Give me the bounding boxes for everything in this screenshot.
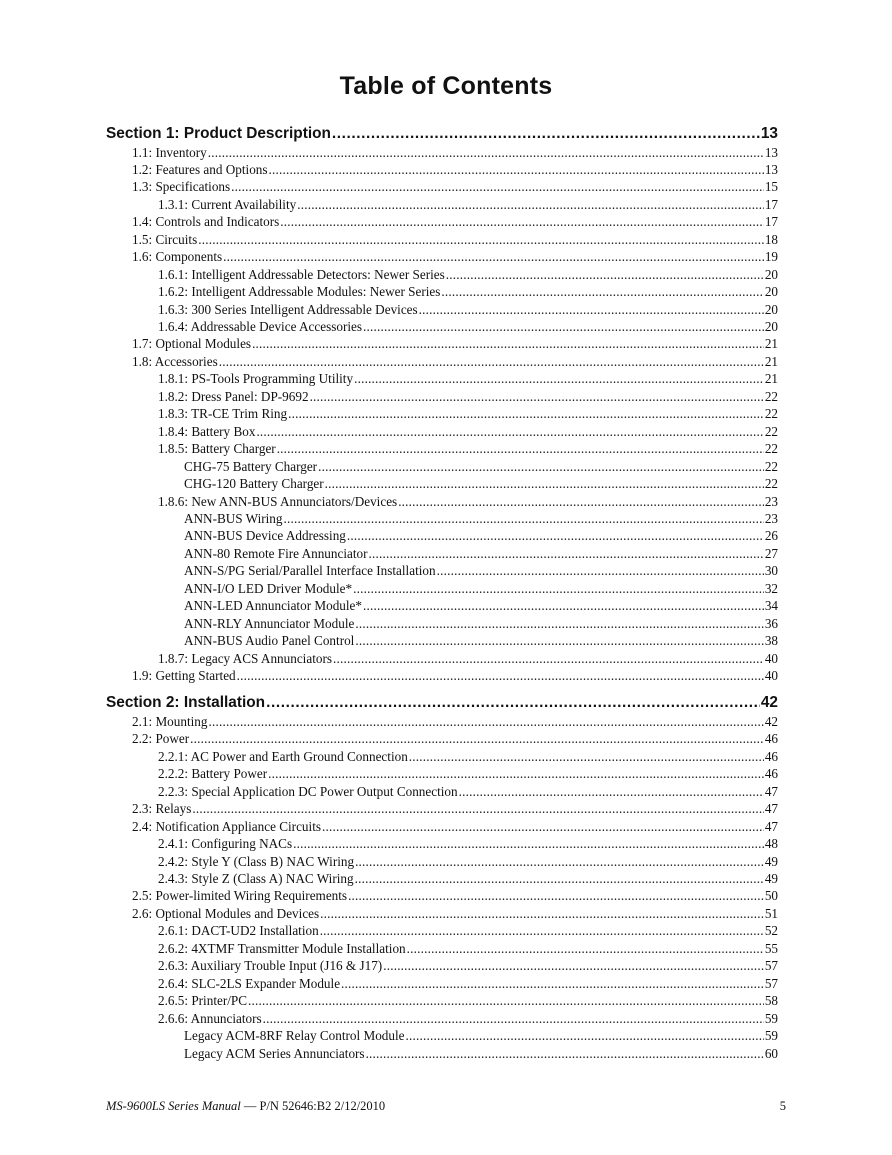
toc-entry-label: 1.8.2: Dress Panel: DP-9692 xyxy=(158,388,309,404)
toc-dot-leader xyxy=(248,992,764,1009)
toc-entry-page: 34 xyxy=(764,598,778,614)
toc-entry-page: 32 xyxy=(764,580,778,596)
toc-entry-label: 2.4.1: Configuring NACs xyxy=(158,836,293,852)
toc-entry[interactable] xyxy=(158,957,778,974)
toc-entry[interactable] xyxy=(158,835,778,852)
toc-entry-page: 47 xyxy=(764,783,778,799)
toc-dot-leader xyxy=(347,527,764,544)
toc-entry-page: 40 xyxy=(764,650,778,666)
toc-dot-leader xyxy=(419,301,764,318)
toc-entry-label: 2.4.2: Style Y (Class B) NAC Wiring xyxy=(158,853,355,869)
toc-entry-page: 23 xyxy=(764,510,778,526)
toc-entry-label: CHG-75 Battery Charger xyxy=(184,458,318,474)
toc-dot-leader xyxy=(355,632,763,649)
toc-entry[interactable] xyxy=(132,667,778,684)
toc-entry-page: 22 xyxy=(764,388,778,404)
toc-entry[interactable] xyxy=(132,905,778,922)
toc-entry[interactable] xyxy=(158,388,778,405)
toc-entry-page: 49 xyxy=(764,853,778,869)
toc-entry-label: ANN-S/PG Serial/Parallel Interface Installation xyxy=(184,563,436,579)
toc-dot-leader xyxy=(252,335,764,352)
toc-entry-label: 1.1: Inventory xyxy=(132,144,207,160)
toc-entry[interactable] xyxy=(158,370,778,387)
toc-entry-page: 52 xyxy=(764,923,778,939)
toc-dot-leader xyxy=(297,196,764,213)
toc-dot-leader xyxy=(263,1010,764,1027)
toc-entry[interactable] xyxy=(184,527,778,544)
toc-entry-page: 57 xyxy=(764,975,778,991)
toc-dot-leader xyxy=(363,597,764,614)
toc-entry-label: 1.8.1: PS-Tools Programming Utility xyxy=(158,371,354,387)
toc-entry-page: 36 xyxy=(764,615,778,631)
toc-dot-leader xyxy=(409,748,764,765)
toc-dot-leader xyxy=(341,975,764,992)
toc-entry-page: 55 xyxy=(764,940,778,956)
toc-dot-leader xyxy=(353,580,764,597)
toc-entry-label: 2.4.3: Style Z (Class A) NAC Wiring xyxy=(158,871,354,886)
toc-entry-label: ANN-BUS Wiring xyxy=(184,510,283,526)
toc-entry-page: 20 xyxy=(764,301,778,317)
toc-entry-label: 1.6: Components xyxy=(132,249,223,265)
toc-entry[interactable] xyxy=(132,213,778,230)
toc-entry-page: 38 xyxy=(764,633,778,649)
toc-entry-page: 21 xyxy=(764,353,778,369)
toc-entry[interactable] xyxy=(158,1010,778,1027)
toc-entry-page: 19 xyxy=(764,249,778,265)
toc-entry-page: 13 xyxy=(760,125,778,142)
toc-entry-label: 1.8.6: New ANN-BUS Annunciators/Devices xyxy=(158,493,398,509)
toc-dot-leader xyxy=(223,248,764,265)
toc-dot-leader xyxy=(256,423,763,440)
toc-entry[interactable] xyxy=(132,144,778,161)
toc-entry-label: 2.2: Power xyxy=(132,731,190,747)
toc-dot-leader xyxy=(354,370,764,387)
footer-manual-name: MS-9600LS Series Manual xyxy=(106,1099,241,1113)
toc-dot-leader xyxy=(266,693,760,712)
toc-dot-leader xyxy=(231,178,764,195)
toc-entry-label: Section 2: Installation xyxy=(106,694,266,712)
toc-dot-leader xyxy=(363,318,764,335)
toc-entry-page: 42 xyxy=(760,694,778,712)
toc-entry-page: 47 xyxy=(764,801,778,817)
toc-dot-leader xyxy=(441,283,763,300)
toc-entry[interactable] xyxy=(158,493,778,510)
toc-entry[interactable] xyxy=(184,615,778,632)
toc-entry[interactable] xyxy=(184,1027,778,1044)
toc-entry[interactable] xyxy=(158,405,778,422)
toc-entry-page: 21 xyxy=(764,336,778,352)
toc-entry-label: 1.3: Specifications xyxy=(132,179,231,195)
toc-dot-leader xyxy=(192,800,763,817)
toc-entry-label: 2.6.6: Annunciators xyxy=(158,1010,262,1026)
toc-entry-label: Legacy ACM Series Annunciators xyxy=(184,1045,365,1061)
toc-entry-page: 49 xyxy=(764,871,778,886)
toc-entry[interactable] xyxy=(158,992,778,1009)
toc-entry-label: ANN-RLY Annunciator Module xyxy=(184,615,355,631)
toc-dot-leader xyxy=(237,667,764,684)
toc-dot-leader xyxy=(407,940,764,957)
footer-separator: — xyxy=(240,1099,260,1113)
toc-entry-page: 22 xyxy=(764,441,778,457)
toc-dot-leader xyxy=(325,475,764,492)
toc-entry[interactable] xyxy=(158,975,778,992)
toc-entry-label: ANN-BUS Device Addressing xyxy=(184,528,346,544)
toc-entry-label: 2.3: Relays xyxy=(132,801,192,817)
toc-dot-leader xyxy=(398,493,764,510)
toc-entry-page: 20 xyxy=(764,284,778,300)
toc-entry-page: 18 xyxy=(764,231,778,247)
toc-entry-label: 1.6.1: Intelligent Addressable Detectors: Newer Series xyxy=(158,266,445,282)
toc-dot-leader xyxy=(332,124,760,143)
toc-entry[interactable] xyxy=(132,713,778,730)
toc-section-entry[interactable] xyxy=(106,124,778,143)
toc-entry-label: 2.2.3: Special Application DC Power Output Connection xyxy=(158,783,458,799)
toc-entry-page: 46 xyxy=(764,748,778,764)
toc-dot-leader xyxy=(355,615,763,632)
toc-dot-leader xyxy=(355,870,764,887)
toc-dot-leader xyxy=(320,905,764,922)
toc-dot-leader xyxy=(320,922,764,939)
toc-entry-page: 17 xyxy=(764,214,778,230)
toc-entry[interactable] xyxy=(158,650,778,667)
footer-part-number: P/N 52646:B2 2/12/2010 xyxy=(259,1099,386,1113)
toc-entry-page: 13 xyxy=(764,161,778,177)
toc-entry-label: ANN-LED Annunciator Module* xyxy=(184,598,362,614)
toc-entry[interactable] xyxy=(132,887,778,904)
toc-entry-page: 22 xyxy=(764,406,778,422)
page-title: Table of Contents xyxy=(339,72,553,100)
toc-dot-leader xyxy=(355,853,764,870)
toc-entry-page: 20 xyxy=(764,266,778,282)
toc-entry[interactable] xyxy=(158,748,778,765)
toc-dot-leader xyxy=(383,957,764,974)
toc-entry-label: 1.4: Controls and Indicators xyxy=(132,214,280,230)
toc-dot-leader xyxy=(322,818,764,835)
toc-dot-leader xyxy=(348,887,764,904)
toc-entry-label: 1.6.2: Intelligent Addressable Modules: Newer Series xyxy=(158,284,441,300)
toc-dot-leader xyxy=(318,458,764,475)
toc-entry-page: 58 xyxy=(764,993,778,1009)
toc-entry-page: 27 xyxy=(764,545,778,561)
footer-page-number: 5 xyxy=(779,1099,786,1113)
toc-entry-page: 42 xyxy=(764,713,778,729)
toc-entry[interactable] xyxy=(184,580,778,597)
toc-entry[interactable] xyxy=(184,475,778,492)
toc-entry-page: 15 xyxy=(764,179,778,195)
toc-entry-label: 1.8: Accessories xyxy=(132,353,218,369)
toc-entry-label: 2.2.2: Battery Power xyxy=(158,766,268,782)
toc-entry-label: 2.1: Mounting xyxy=(132,713,208,729)
toc-entry[interactable] xyxy=(158,196,778,213)
toc-entry-page: 26 xyxy=(764,528,778,544)
toc-entry-label: 2.6.3: Auxiliary Trouble Input (J16 & J17) xyxy=(158,958,383,974)
toc-entry-label: ANN-80 Remote Fire Annunciator xyxy=(184,545,368,561)
toc-entry-page: 13 xyxy=(764,144,778,160)
toc-entry[interactable] xyxy=(158,423,778,440)
toc-entry[interactable] xyxy=(132,178,778,195)
toc-entry-page: 17 xyxy=(764,196,778,212)
toc-entry[interactable] xyxy=(132,818,778,835)
toc-entry-label: Section 1: Product Description xyxy=(106,125,331,142)
toc-entry[interactable] xyxy=(132,353,778,370)
toc-entry-label: 2.2.1: AC Power and Earth Ground Connection xyxy=(158,748,408,764)
toc-entry-page: 59 xyxy=(764,1010,778,1026)
toc-entry-label: 1.6.3: 300 Series Intelligent Addressable Devices xyxy=(158,301,418,317)
toc-entry-page: 22 xyxy=(764,476,778,492)
toc-entry[interactable] xyxy=(158,318,778,335)
toc-entry-page: 50 xyxy=(764,888,778,904)
toc-entry-page: 20 xyxy=(764,319,778,334)
toc-entry-label: 2.6.5: Printer/PC xyxy=(158,993,248,1009)
toc-entry[interactable] xyxy=(132,161,778,178)
toc-dot-leader xyxy=(293,835,764,852)
footer-manual-info xyxy=(106,1099,385,1114)
toc-entry-label: 2.6.4: SLC-2LS Expander Module xyxy=(158,975,341,991)
toc-entry-label: ANN-I/O LED Driver Module* xyxy=(184,580,353,596)
toc-entry[interactable] xyxy=(158,266,778,283)
toc-entry-page: 51 xyxy=(764,905,778,921)
toc-entry[interactable] xyxy=(132,730,778,747)
toc-dot-leader xyxy=(459,783,764,800)
toc-entry-page: 21 xyxy=(764,371,778,387)
toc-entry[interactable] xyxy=(184,545,778,562)
toc-entry-label: 2.6.1: DACT-UD2 Installation xyxy=(158,923,319,939)
toc-entry[interactable] xyxy=(132,335,778,352)
toc-entry-page: 46 xyxy=(764,766,778,782)
toc-entry-label: 1.9: Getting Started xyxy=(132,668,236,683)
toc-entry-label: Legacy ACM-8RF Relay Control Module xyxy=(184,1028,405,1044)
toc-entry-label: 2.5: Power-limited Wiring Requirements xyxy=(132,888,348,904)
toc-entry-page: 22 xyxy=(764,458,778,474)
toc-entry[interactable] xyxy=(158,783,778,800)
toc-dot-leader xyxy=(277,440,764,457)
toc-dot-leader xyxy=(406,1027,764,1044)
toc-entry[interactable] xyxy=(158,440,778,457)
toc-entry-label: 1.8.3: TR-CE Trim Ring xyxy=(158,406,288,422)
toc-dot-leader xyxy=(219,353,764,370)
toc-entry[interactable] xyxy=(184,510,778,527)
toc-dot-leader xyxy=(288,405,764,422)
toc-dot-leader xyxy=(284,510,764,527)
toc-entry[interactable] xyxy=(184,632,778,649)
toc-entry-page: 40 xyxy=(764,668,778,683)
toc-dot-leader xyxy=(369,545,764,562)
toc-dot-leader xyxy=(208,144,764,161)
toc-entry[interactable] xyxy=(158,765,778,782)
toc-entry-label: 1.3.1: Current Availability xyxy=(158,196,297,212)
toc-entry[interactable] xyxy=(132,248,778,265)
toc-entry-page: 22 xyxy=(764,423,778,439)
toc-entry-label: 2.4: Notification Appliance Circuits xyxy=(132,818,321,834)
toc-entry-page: 59 xyxy=(764,1028,778,1044)
toc-entry-label: 2.6.2: 4XTMF Transmitter Module Installation xyxy=(158,940,406,956)
toc-dot-leader xyxy=(310,388,764,405)
toc-entry[interactable] xyxy=(132,800,778,817)
toc-entry-label: 1.8.4: Battery Box xyxy=(158,423,256,439)
toc-entry-label: 2.6: Optional Modules and Devices xyxy=(132,905,320,921)
toc-dot-leader xyxy=(198,231,764,248)
toc-section-entry[interactable] xyxy=(106,693,778,712)
toc-entry-label: ANN-BUS Audio Panel Control xyxy=(184,633,355,649)
toc-dot-leader xyxy=(366,1045,764,1062)
toc-dot-leader xyxy=(190,730,764,747)
toc-entry-label: 1.2: Features and Options xyxy=(132,161,268,177)
toc-dot-leader xyxy=(280,213,764,230)
toc-entry-page: 48 xyxy=(764,836,778,852)
toc-entry[interactable] xyxy=(158,922,778,939)
toc-dot-leader xyxy=(446,266,764,283)
toc-entry-label: 1.8.7: Legacy ACS Annunciators xyxy=(158,650,332,666)
toc-entry[interactable] xyxy=(158,940,778,957)
toc-entry-label: 1.8.5: Battery Charger xyxy=(158,441,276,457)
toc-entry-label: 1.7: Optional Modules xyxy=(132,336,252,352)
toc-dot-leader xyxy=(269,161,764,178)
toc-dot-leader xyxy=(437,562,764,579)
toc-entry-label: 1.5: Circuits xyxy=(132,231,198,247)
toc-entry[interactable] xyxy=(158,283,778,300)
toc-entry[interactable] xyxy=(184,458,778,475)
toc-entry[interactable] xyxy=(184,562,778,579)
toc-entry[interactable] xyxy=(184,1045,778,1062)
toc-entry-page: 57 xyxy=(764,958,778,974)
toc-entry[interactable] xyxy=(158,853,778,870)
toc-entry[interactable] xyxy=(158,301,778,318)
toc-entry-page: 30 xyxy=(764,563,778,579)
toc-entry-label: 1.6.4: Addressable Device Accessories xyxy=(158,319,362,334)
toc-dot-leader xyxy=(208,713,763,730)
toc-entry-page: 60 xyxy=(764,1045,778,1061)
toc-dot-leader xyxy=(333,650,764,667)
toc-entry[interactable] xyxy=(132,231,778,248)
toc-entry-page: 46 xyxy=(764,731,778,747)
toc-entry[interactable] xyxy=(158,870,778,887)
toc-entry-page: 47 xyxy=(764,818,778,834)
toc-entry[interactable] xyxy=(184,597,778,614)
toc-entry-label: CHG-120 Battery Charger xyxy=(184,476,324,492)
toc-dot-leader xyxy=(268,765,764,782)
toc-entry-page: 23 xyxy=(764,493,778,509)
